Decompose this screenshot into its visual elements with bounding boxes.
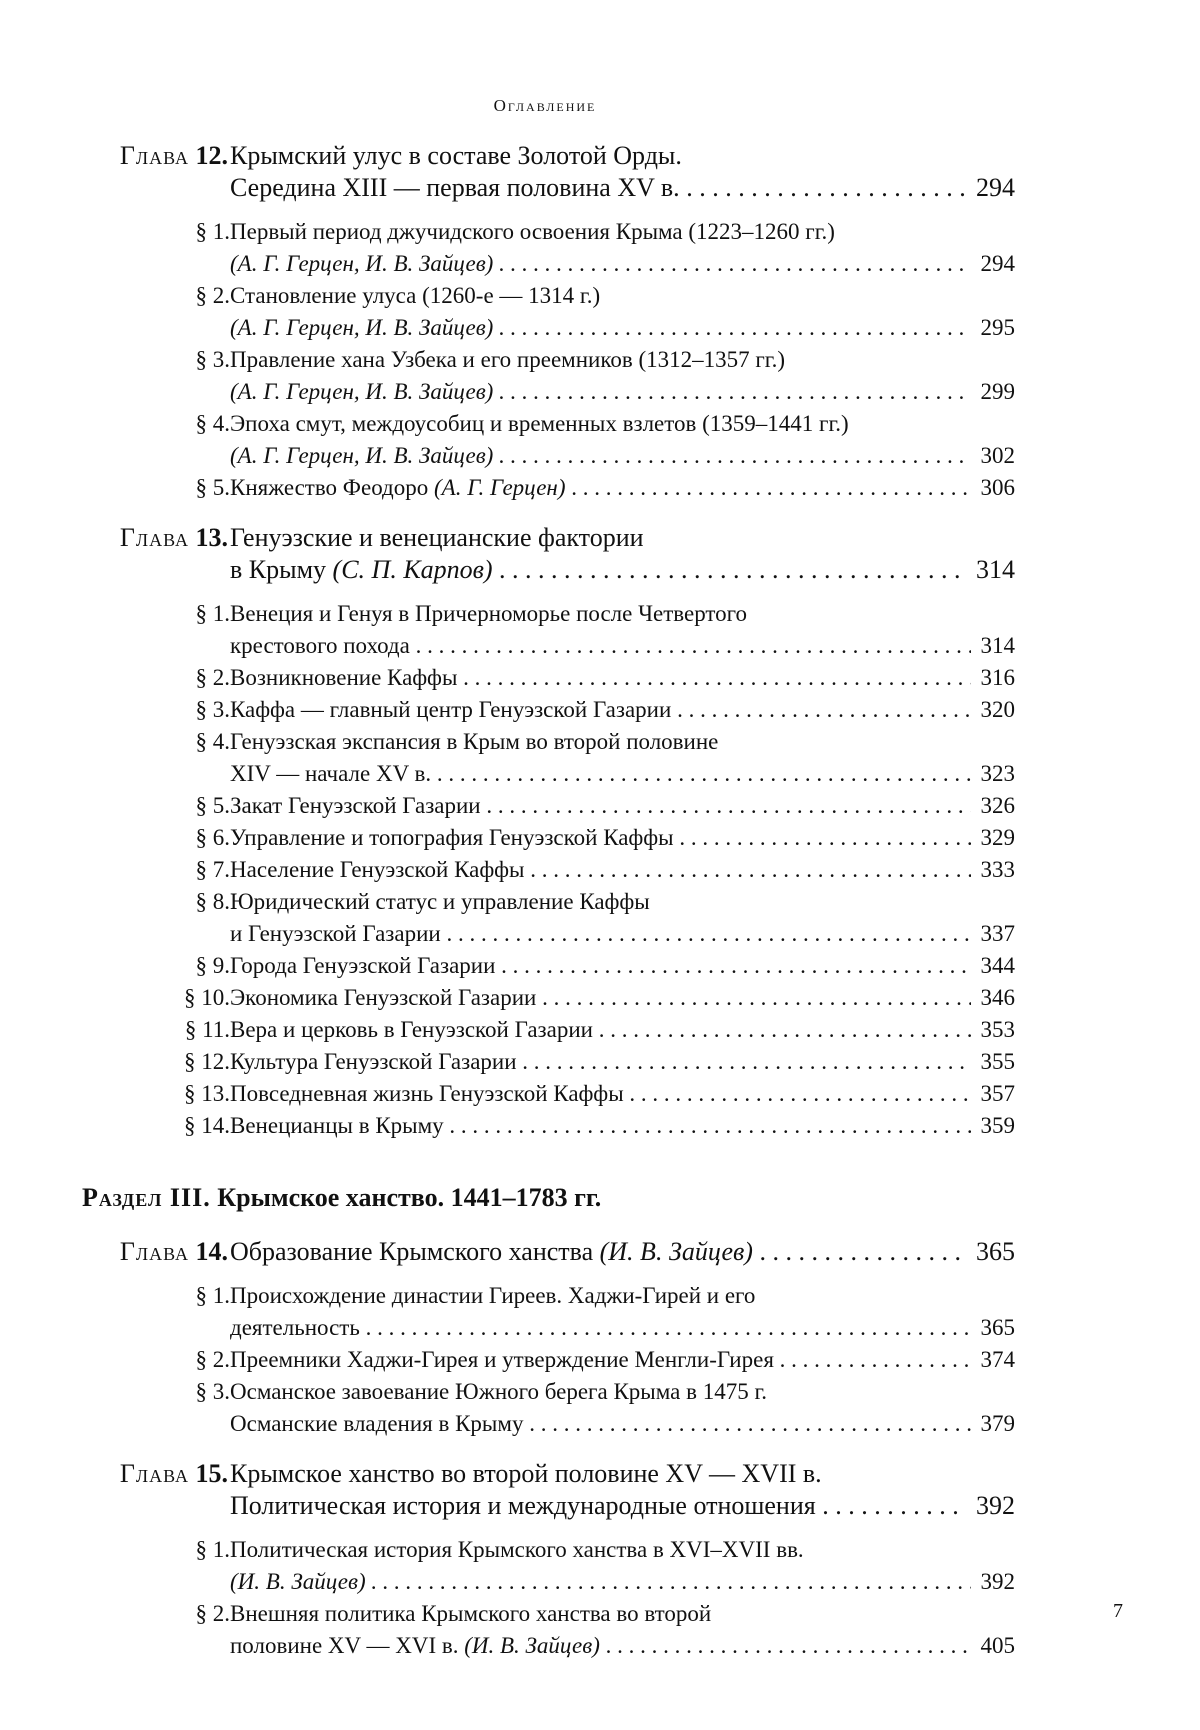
section-title: Генуэзская экспансия в Крым во второй половине [230, 729, 719, 754]
section-author: (И. В. Зайцев) . . . [230, 1566, 1015, 1598]
section-author: (И. В. Зайцев) [464, 1633, 600, 1658]
section-page: 346 [971, 982, 1016, 1014]
section-13-10[interactable] [0, 982, 1200, 1014]
section-13-5[interactable] [0, 790, 1200, 822]
section-author: (А. Г. Герцен, И. В. Зайцев) . . . [230, 376, 1015, 408]
section-13-2[interactable] [0, 662, 1200, 694]
section-number: § 1. [195, 1283, 230, 1308]
section-page: 379 [971, 1408, 1016, 1440]
section-number: § 4. [195, 411, 230, 436]
section-page: 329 [971, 822, 1016, 854]
section-title: Политическая история Крымского ханства в XVI–XVII вв. [230, 1537, 804, 1562]
section-number: § 13. [184, 1081, 230, 1106]
section-title: Закат Генуэзской Газарии . . . [230, 790, 1015, 822]
section-14-3[interactable] [0, 1376, 1200, 1440]
section-page: 314 [971, 630, 1016, 662]
section-13-12[interactable] [0, 1046, 1200, 1078]
section-13-6[interactable] [0, 822, 1200, 854]
chapter-12-prefix: Глава 12. [119, 141, 228, 170]
section-page: 294 [971, 248, 1016, 280]
section-page: 357 [971, 1078, 1016, 1110]
chapter-15-page: 392 [966, 1490, 1015, 1522]
section-14-2[interactable] [0, 1344, 1200, 1376]
section-number: § 2. [195, 1347, 230, 1372]
section-number: § 4. [195, 729, 230, 754]
section-page: 405 [971, 1630, 1016, 1662]
chapter-12-page: 294 [966, 172, 1015, 204]
table-of-contents [0, 140, 1200, 1662]
section-number: § 1. [195, 219, 230, 244]
section-page: 306 [971, 472, 1016, 504]
chapter-15-title-line1: Крымское ханство во второй половине XV — XVII в. [230, 1459, 822, 1488]
chapter-15-title-line2: Политическая история и международные отношения . . . [230, 1490, 1015, 1522]
chapter-13-title-line1: Генуэзские и венецианские фактории [230, 523, 644, 552]
chapter-13-entry[interactable] [0, 522, 1200, 586]
page-header: Оглавление [493, 96, 597, 115]
section-13-14[interactable] [0, 1110, 1200, 1142]
section-author: (А. Г. Герцен) [433, 475, 566, 500]
section-title: Венеция и Генуя в Причерноморье после Четвертого [230, 601, 748, 626]
section-number: § 6. [195, 825, 230, 850]
section-title-cont: Османские владения в Крыму . . . [230, 1408, 1015, 1440]
section-title: Становление улуса (1260-е — 1314 г.) [230, 283, 601, 308]
section-number: § 3. [195, 1379, 230, 1404]
chapter-14-prefix: Глава 14. [119, 1237, 228, 1266]
chapter-12-entry[interactable] [0, 140, 1200, 204]
section-12-5[interactable] [0, 472, 1200, 504]
section-number: § 3. [195, 347, 230, 372]
section-number: § 5. [195, 475, 230, 500]
section-13-8[interactable] [0, 886, 1200, 950]
section-author: (А. Г. Герцен, И. В. Зайцев) . . . [230, 440, 1015, 472]
section-author: (А. Г. Герцен, И. В. Зайцев) . . . [230, 312, 1015, 344]
chapter-12-title-line2: Середина XIII — первая половина XV в. . . . [230, 172, 1015, 204]
section-page: 326 [971, 790, 1016, 822]
section-title-cont: деятельность . . . [230, 1312, 1015, 1344]
section-page: 374 [971, 1344, 1016, 1376]
section-title: Происхождение династии Гиреев. Хаджи-Гирей и его [230, 1283, 756, 1308]
section-14-1[interactable] [0, 1280, 1200, 1344]
section-12-3[interactable] [0, 344, 1200, 408]
section-title-cont: крестового похода . . . [230, 630, 1015, 662]
section-number: § 5. [195, 793, 230, 818]
section-number: § 11. [184, 1017, 230, 1042]
section-13-4[interactable] [0, 726, 1200, 790]
chapter-13-page: 314 [966, 554, 1015, 586]
chapter-13-prefix: Глава 13. [119, 523, 228, 552]
section-page: 337 [971, 918, 1016, 950]
part-3-heading[interactable] [0, 1178, 1200, 1218]
section-number: § 10. [184, 985, 230, 1010]
section-author: (А. Г. Герцен, И. В. Зайцев) . . . [230, 248, 1015, 280]
section-title: Эпоха смут, междоусобиц и временных взлетов (1359–1441 гг.) [230, 411, 849, 436]
section-13-9[interactable] [0, 950, 1200, 982]
section-title: Внешняя политика Крымского ханства во второй [230, 1601, 712, 1626]
section-title: Правление хана Узбека и его преемников (1312–1357 гг.) [230, 347, 786, 372]
part-3-label: Раздел III. [82, 1183, 211, 1212]
section-title: Юридический статус и управление Каффы [230, 889, 650, 914]
section-12-4[interactable] [0, 408, 1200, 472]
section-title: Повседневная жизнь Генуэзской Каффы . . . [230, 1078, 1015, 1110]
section-12-1[interactable] [0, 216, 1200, 280]
section-13-11[interactable] [0, 1014, 1200, 1046]
chapter-13-author: (С. П. Карпов) [332, 555, 493, 584]
section-number: § 7. [195, 857, 230, 882]
section-title-cont: XIV — начале XV в. . . . [230, 758, 1015, 790]
section-13-7[interactable] [0, 854, 1200, 886]
section-number: § 1. [195, 601, 230, 626]
section-title: Каффа — главный центр Генуэзской Газарии . . . [230, 694, 1015, 726]
section-title: Вера и церковь в Генуэзской Газарии . . . [230, 1014, 1015, 1046]
section-title: Экономика Генуэзской Газарии . . . [230, 982, 1015, 1014]
section-number: § 1. [195, 1537, 230, 1562]
chapter-15-prefix: Глава 15. [119, 1459, 228, 1488]
part-3-title: Крымское ханство. 1441–1783 гг. [217, 1183, 602, 1212]
section-page: 316 [971, 662, 1016, 694]
section-title: Первый период джучидского освоения Крыма (1223–1260 гг.) [230, 219, 835, 244]
section-title: Преемники Хаджи-Гирея и утверждение Менгли-Гирея . . . [230, 1344, 1015, 1376]
section-page: 392 [971, 1566, 1016, 1598]
chapter-14-title: Образование Крымского ханства (И. В. Зайцев) . . . [230, 1236, 1015, 1268]
chapter-14-entry[interactable] [0, 1236, 1200, 1268]
section-title: Культура Генуэзской Газарии . . . [230, 1046, 1015, 1078]
chapter-15-entry[interactable] [0, 1458, 1200, 1522]
section-13-13[interactable] [0, 1078, 1200, 1110]
section-title: Возникновение Каффы . . . [230, 662, 1015, 694]
section-page: 353 [971, 1014, 1016, 1046]
section-15-2[interactable] [0, 1598, 1200, 1662]
section-title: Османское завоевание Южного берега Крыма в 1475 г. [230, 1379, 768, 1404]
section-page: 355 [971, 1046, 1016, 1078]
section-page: 320 [971, 694, 1016, 726]
page-number: 7 [1113, 1600, 1123, 1622]
section-15-1[interactable] [0, 1534, 1200, 1598]
section-page: 323 [971, 758, 1016, 790]
section-title: Население Генуэзской Каффы . . . [230, 854, 1015, 886]
section-page: 365 [971, 1312, 1016, 1344]
section-number: § 14. [184, 1113, 230, 1138]
section-number: § 12. [184, 1049, 230, 1074]
section-title: Княжество Феодоро (А. Г. Герцен) . . . [230, 472, 1015, 504]
section-number: § 9. [195, 953, 230, 978]
section-title-cont: половине XV — XVI в. (И. В. Зайцев) . . . [230, 1630, 1015, 1662]
section-number: § 3. [195, 697, 230, 722]
section-13-3[interactable] [0, 694, 1200, 726]
section-page: 295 [971, 312, 1016, 344]
chapter-12-title-line1: Крымский улус в составе Золотой Орды. [230, 141, 682, 170]
section-number: § 2. [195, 665, 230, 690]
chapter-14-page: 365 [966, 1236, 1015, 1268]
chapter-13-title-line2: в Крыму (С. П. Карпов) . . . [230, 554, 1015, 586]
section-page: 344 [971, 950, 1016, 982]
section-title: Города Генуэзской Газарии . . . [230, 950, 1015, 982]
section-page: 333 [971, 854, 1016, 886]
section-number: § 2. [195, 283, 230, 308]
section-title: Венецианцы в Крыму . . . [230, 1110, 1015, 1142]
section-13-1[interactable] [0, 598, 1200, 662]
section-number: § 8. [195, 889, 230, 914]
section-12-2[interactable] [0, 280, 1200, 344]
section-title: Управление и топография Генуэзской Каффы . . . [230, 822, 1015, 854]
section-page: 302 [971, 440, 1016, 472]
section-number: § 2. [195, 1601, 230, 1626]
section-page: 299 [971, 376, 1016, 408]
section-page: 359 [971, 1110, 1016, 1142]
chapter-14-author: (И. В. Зайцев) [599, 1237, 753, 1266]
section-title-cont: и Генуэзской Газарии . . . [230, 918, 1015, 950]
